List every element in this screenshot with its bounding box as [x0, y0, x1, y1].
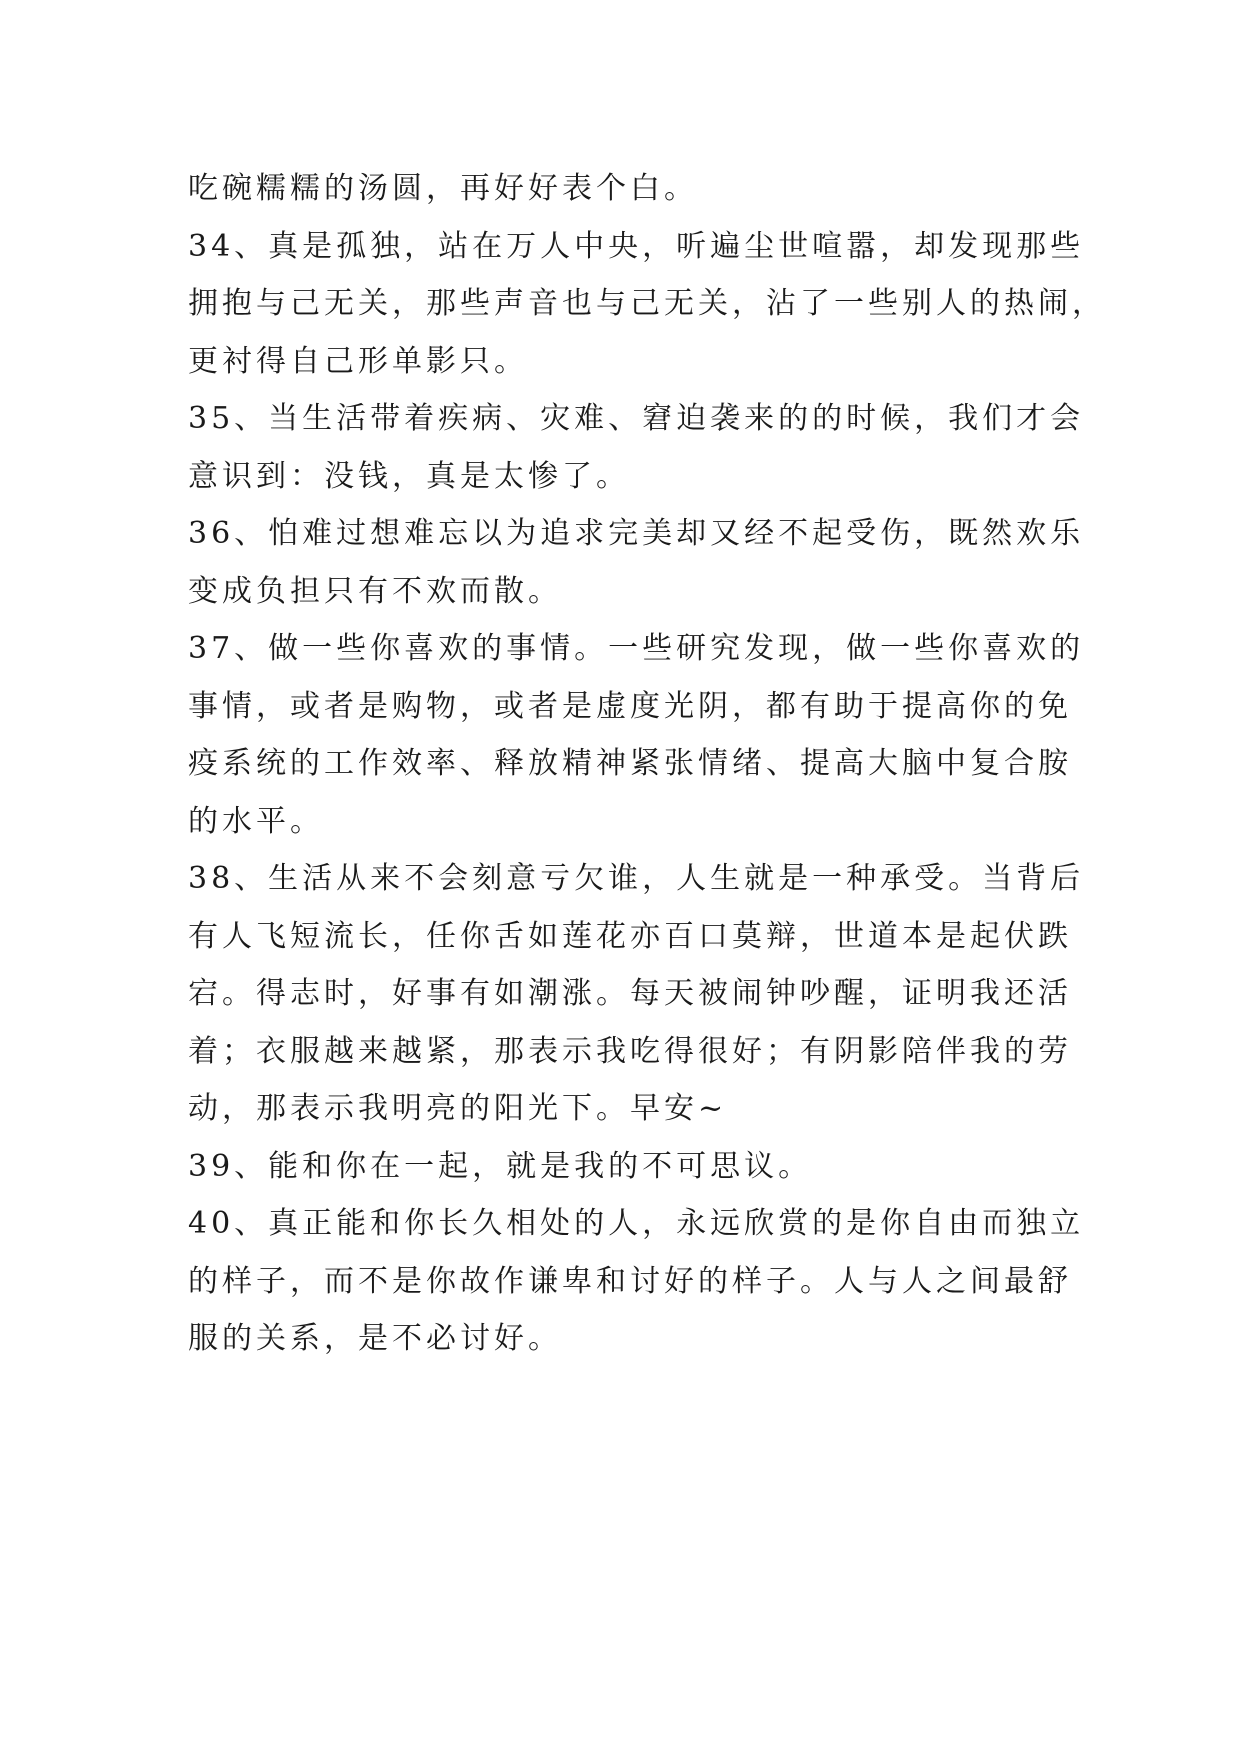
text-line: 拥抱与己无关，那些声音也与己无关，沾了一些别人的热闹， [188, 286, 1106, 321]
text-line: 34、真是孤独，站在万人中央，听遍尘世喧嚣，却发现那些 [188, 228, 1085, 264]
text-line: 吃碗糯糯的汤圆，再好好表个白。 [188, 171, 698, 206]
text-line: 35、当生活带着疾病、灾难、窘迫袭来的的时候，我们才会 [188, 401, 1085, 436]
text-line: 39、能和你在一起，就是我的不可思议。 [188, 1148, 813, 1184]
text-line: 动，那表示我明亮的阳光下。早安~ [188, 1091, 728, 1126]
text-line: 更衬得自己形单影只。 [188, 343, 528, 379]
text-line: 40、真正能和你长久相处的人，永远欣赏的是你自由而独立 [188, 1206, 1085, 1241]
text-line: 有人飞短流长，任你舌如莲花亦百口莫辩，世道本是起伏跌 [188, 918, 1072, 954]
text-line: 宕。得志时，好事有如潮涨。每天被闹钟吵醒，证明我还活 [188, 976, 1072, 1011]
document-body-text [188, 160, 1106, 1368]
text-line: 着；衣服越来越紧，那表示我吃得很好；有阴影陪伴我的劳 [188, 1033, 1072, 1069]
text-line: 38、生活从来不会刻意亏欠谁，人生就是一种承受。当背后 [188, 861, 1085, 896]
text-line: 事情，或者是购物，或者是虚度光阴，都有助于提高你的免 [188, 688, 1072, 724]
text-line: 的样子，而不是你故作谦卑和讨好的样子。人与人之间最舒 [188, 1263, 1072, 1299]
text-line: 36、怕难过想难忘以为追求完美却又经不起受伤，既然欢乐 [188, 516, 1085, 551]
text-line: 服的关系，是不必讨好。 [188, 1321, 562, 1356]
text-line: 意识到：没钱，真是太惨了。 [188, 458, 630, 494]
text-line: 37、做一些你喜欢的事情。一些研究发现，做一些你喜欢的 [188, 631, 1085, 666]
text-line: 变成负担只有不欢而散。 [188, 573, 562, 609]
text-line: 的水平。 [188, 803, 324, 839]
text-line: 疫系统的工作效率、释放精神紧张情绪、提高大脑中复合胺 [188, 746, 1072, 781]
